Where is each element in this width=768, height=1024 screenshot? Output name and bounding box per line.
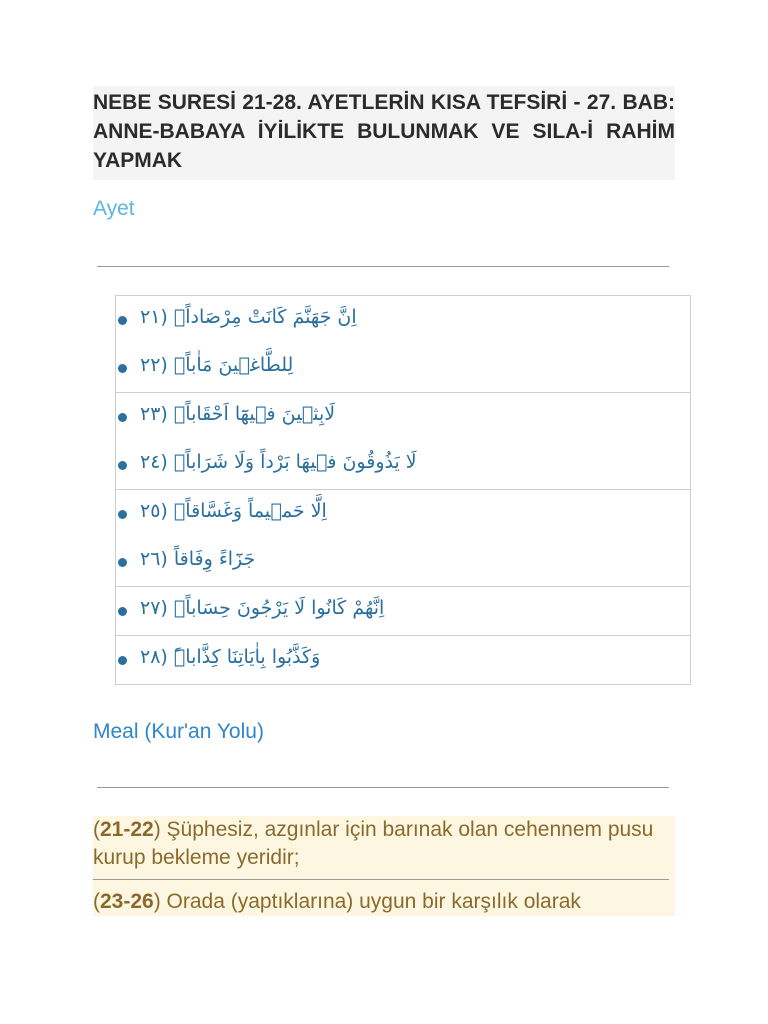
bullet-icon <box>118 413 127 422</box>
verse-item <box>116 344 690 392</box>
verse-group <box>116 489 690 586</box>
verse-text: لِلطَّاغ۪ينَ مَاٰباًۙ (٢٢ <box>140 354 294 376</box>
verse-group <box>116 586 690 635</box>
divider <box>93 879 669 880</box>
divider <box>97 266 669 267</box>
bullet-icon <box>118 607 127 616</box>
verse-item <box>116 538 690 586</box>
verse-group <box>116 296 690 392</box>
meal-paragraph: (23-26) Orada (yaptıklarına) uygun bir karşılık olarak <box>93 890 581 913</box>
verse-table <box>115 295 691 685</box>
verse-item <box>116 296 690 344</box>
verse-item <box>116 490 690 538</box>
bullet-icon <box>118 656 127 665</box>
page-title: NEBE SURESİ 21-28. AYETLERİN KISA TEFSİRİ - 27. BAB: ANNE-BABAYA İYİLİKTE BULUNMAK VE SILA-İ RAHİM YAPMAK <box>93 86 675 180</box>
ayet-heading: Ayet <box>93 197 135 220</box>
meal-block <box>93 816 675 916</box>
verse-reference: 23-26 <box>100 890 154 913</box>
verse-text: اِنَّ جَهَنَّمَ كَانَتْ مِرْصَاداًۙ (٢١ <box>140 306 357 328</box>
verse-group <box>116 392 690 489</box>
verse-text: لَابِث۪ينَ ف۪يهَٓا اَحْقَاباًۚ (٢٣ <box>140 403 336 425</box>
meal-text: Şüphesiz, azgınlar için barınak olan cehennem pusu kurup bekleme yeridir; <box>93 818 654 869</box>
divider <box>97 787 669 788</box>
verse-item <box>116 441 690 489</box>
page-content <box>93 86 675 916</box>
verse-item <box>116 393 690 441</box>
bullet-icon <box>118 364 127 373</box>
verse-text: وَكَذَّبُوا بِاٰيَاتِنَا كِذَّاباًۜ (٢٨ <box>140 646 321 668</box>
verse-item <box>116 587 690 635</box>
verse-text: لَا يَذُوقُونَ ف۪يهَا بَرْداً وَلَا شَرَاباًۙ (٢٤ <box>140 451 417 473</box>
bullet-icon <box>118 510 127 519</box>
verse-group <box>116 635 690 684</box>
bullet-icon <box>118 316 127 325</box>
bullet-icon <box>118 558 127 567</box>
verse-reference: 21-22 <box>100 818 154 841</box>
bullet-icon <box>118 461 127 470</box>
verse-item <box>116 636 690 684</box>
verse-text: اِنَّهُمْ كَانُوا لَا يَرْجُونَ حِسَاباًۙ (٢٧ <box>140 597 385 619</box>
meal-heading: Meal (Kur'an Yolu) <box>93 720 264 743</box>
verse-text: جَزَٓاءً وِفَاقاً (٢٦ <box>140 548 256 570</box>
meal-text: Orada (yaptıklarına) uygun bir karşılık olarak <box>160 890 581 913</box>
meal-paragraph: (21-22) Şüphesiz, azgınlar için barınak olan cehennem pusu kurup bekleme yeridir; <box>93 818 654 869</box>
verse-text: اِلَّا حَم۪يماً وَغَسَّاقاًۙ (٢٥ <box>140 500 327 522</box>
